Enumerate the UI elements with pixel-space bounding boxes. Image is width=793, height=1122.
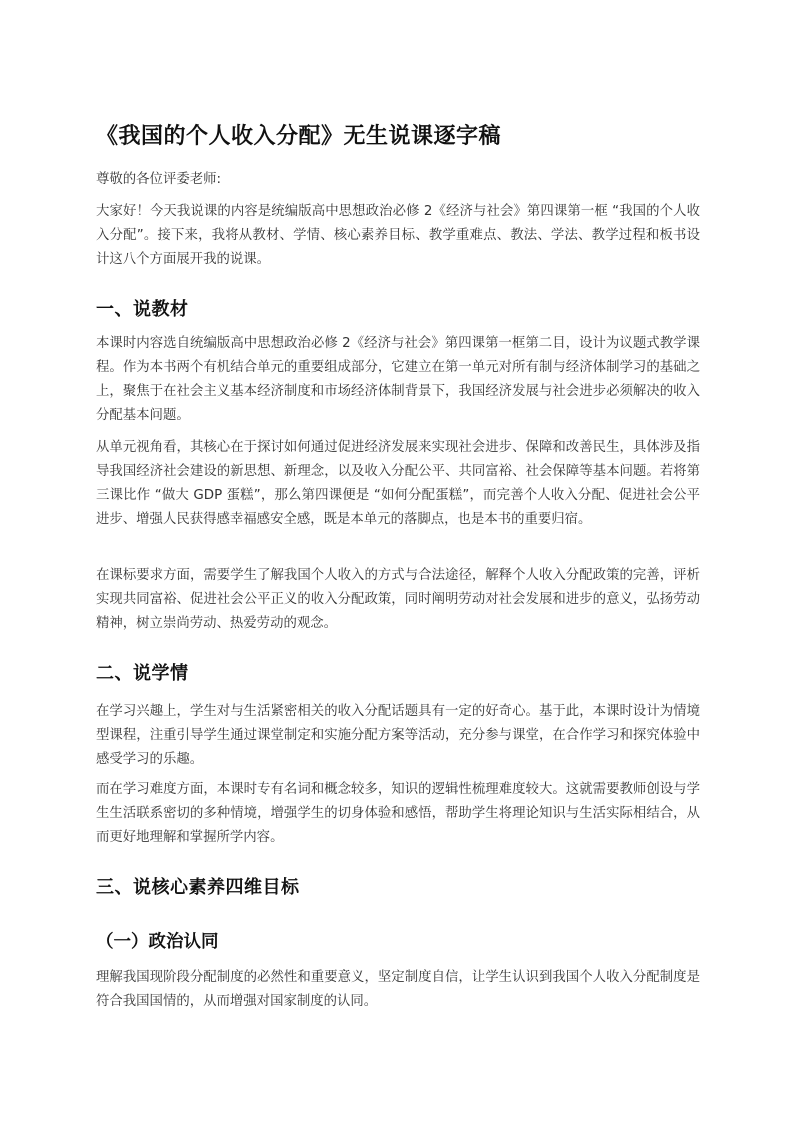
intro-paragraph: 大家好！今天我说课的内容是统编版高中思想政治必修 2《经济与社会》第四课第一框 “我国的个人收入分配”。接下来，我将从教材、学情、核心素养目标、教学重难点、教法、学法、教学过程和板书设计这八个方面展开我的说课。 <box>96 204 700 267</box>
learners-paragraph-1: 在学习兴趣上，学生对与生活紧密相关的收入分配话题具有一定的好奇心。基于此，本课时设计为情境型课程，注重引导学生通过课堂制定和实施分配方案等活动，充分参与课堂，在合作学习和探究体验中感受学习的乐趣。 <box>96 704 700 767</box>
document-title: 《我国的个人收入分配》无生说课逐字稿 <box>96 124 502 149</box>
textbook-paragraph-2: 从单元视角看，其核心在于探讨如何通过促进经济发展来实现社会进步、保障和改善民生，具体涉及指导我国经济社会建设的新思想、新理念，以及收入分配公平、共同富裕、社会保障等基本问题。若将第三课比作 “做大 GDP 蛋糕”，那么第四课便是 “如何分配蛋糕”，而完善个人收入分配、促进社会公平进步、增强人民获得感幸福感安全感，既是本单元的落脚点，也是本书的重要归宿。 <box>96 440 700 527</box>
learners-paragraph-2: 而在学习难度方面，本课时专有名词和概念较多，知识的逻辑性梳理难度较大。这就需要教师创设与学生生活联系密切的多种情境，增强学生的切身体验和感悟，帮助学生将理论知识与生活实际相结合，从而更好地理解和掌握所学内容。 <box>96 782 700 845</box>
textbook-paragraph-1: 本课时内容选自统编版高中思想政治必修 2《经济与社会》第四课第一框第二目，设计为议题式教学课程。作为本书两个有机结合单元的重要组成部分，它建立在第一单元对所有制与经济体制学习的基础之上，聚焦于在社会主义基本经济制度和市场经济体制背景下，我国经济发展与社会进步必须解决的收入分配基本问题。 <box>96 336 700 423</box>
textbook-paragraph-3: 在课标要求方面，需要学生了解我国个人收入的方式与合法途径，解释个人收入分配政策的完善，评析实现共同富裕、促进社会公平正义的收入分配政策，同时阐明劳动对社会发展和进步的意义，弘扬劳动精神，树立崇尚劳动、热爱劳动的观念。 <box>96 568 700 631</box>
political-identity-paragraph: 理解我国现阶段分配制度的必然性和重要意义，坚定制度自信，让学生认识到我国个人收入分配制度是符合我国国情的，从而增强对国家制度的认同。 <box>96 970 700 1009</box>
section-heading-objectives: 三、说核心素养四维目标 <box>96 877 300 898</box>
section-heading-textbook: 一、说教材 <box>96 299 189 320</box>
subsection-heading-political-identity: （一）政治认同 <box>96 932 219 952</box>
section-heading-learners: 二、说学情 <box>96 663 189 684</box>
greeting: 尊敬的各位评委老师: <box>96 172 222 187</box>
